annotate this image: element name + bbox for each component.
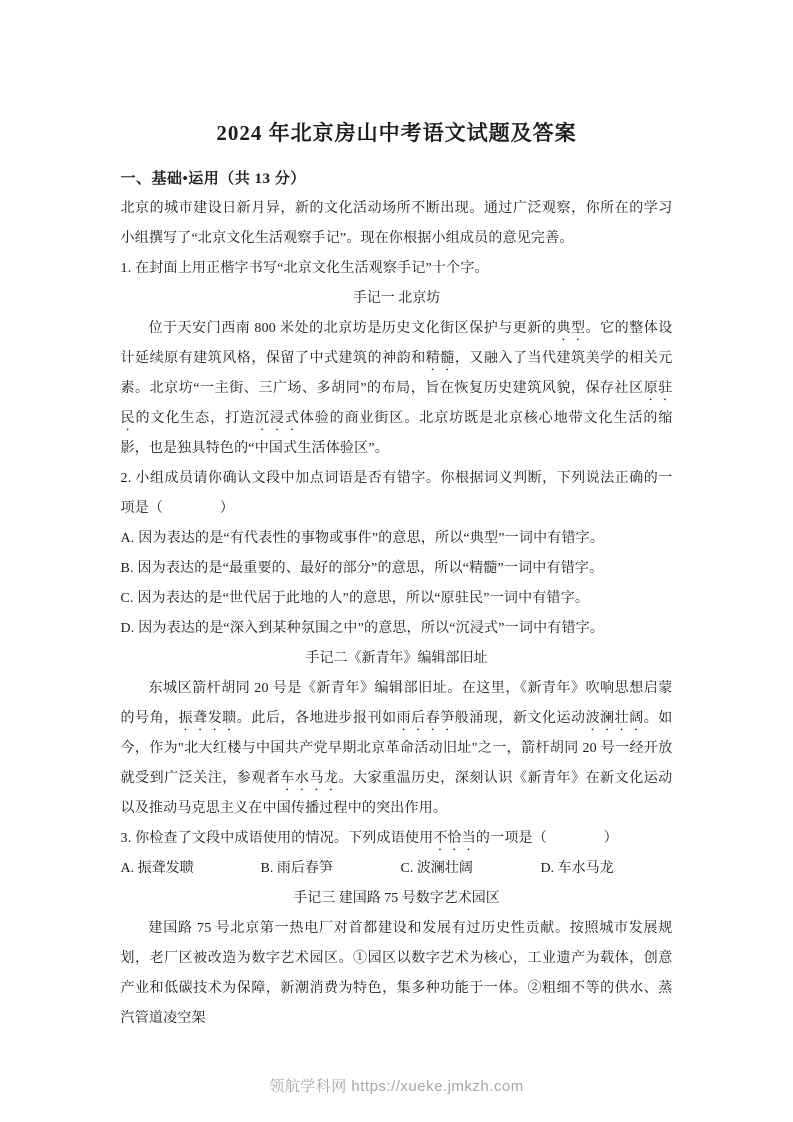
text-segment: 般涌现，新文化运动 [454,711,586,726]
text-segment: 。如今，作为"北大红楼与中国共产党早期北京革命活动旧址"之一，箭杆胡同 20 号一经开放就受到广泛关注，参观者 [120,711,673,786]
question-2-option-b: B. 因为表达的是“最重要的、最好的部分”的意思，所以“精髓”一词中有错字。 [120,561,604,576]
note2-paragraph [121,674,673,824]
question-3-option-c: C. 波澜壮阔 [400,861,473,876]
text-segment: 。它的整体设计延续原有建筑风格，保留了中式建筑的神韵和 [120,321,673,366]
note3-title: 手记三 建国路 75 号数字艺术园区 [293,891,500,906]
question-1: 1. 在封面上用正楷字书写“北京文化生活观察手记”十个字。 [120,261,489,276]
question-2-stem: 2. 小组成员请你确认文段中加点词语是否有错字。你根据词义判断，下列说法正确的一项是（ ） [120,471,673,516]
question-2-option-a: A. 因为表达的是“有代表性的事物或事件”的意思，所以“典型”一词中有错字。 [120,531,605,546]
emphasized-word: 车水马龙 [280,771,339,786]
text-segment: 体验的商业街区。北京坊既是北京核心地带文化生活的缩影，也是独具特色的“中国式生活体验区”。 [120,411,673,456]
emphasized-word: 雨后春笋 [396,711,455,726]
document-content [121,0,673,1034]
section-heading: 一、基础•运用（共 13 分） [120,171,306,187]
text-segment: 。此后，各地进步报刊如 [236,711,397,726]
text-segment: 位于天安门西南 800 米处的北京坊是历史文化街区保护与更新的 [148,321,557,336]
watermark-site-text: 领航学科网 https://xueke.jmkzh.com [269,1078,524,1095]
text-segment: 。大家重温历史，深刻认识《新青年》在新文化运动以及推动马克思主义在中国传播过程中的突出作用。 [120,771,673,816]
note3-paragraph: 建国路 75 号北京第一热电厂对首都建设和发展有过历史性贡献。按照城市发展规划，老厂区被改造为数字艺术园区。①园区以数字艺术为核心，工业遗产为载体，创意产业和低碳技术为保障，新潮消费为特色，集多种功能于一体。②粗细不等的供水、蒸汽管道凌空架 [120,921,673,1026]
question-3-stem [121,824,673,854]
question-2-option-c: C. 因为表达的是“世代居于此地的人”的意思，所以“原驻民”一词中有错字。 [120,591,590,606]
note1-title: 手记一 北京坊 [352,291,441,306]
emphasized-word: 精髓 [425,351,455,366]
text-segment: 的一项是（ ） [475,831,618,846]
question-3-options [121,854,673,884]
emphasized-word: 波澜壮阔 [585,711,644,726]
note2-title: 手记二《新青年》编辑部旧址 [305,651,488,666]
emphasized-word: 沉浸式 [254,411,300,426]
text-segment: 东城区箭杆胡同 20 号是《新青年》编辑部旧址。在这里，《新青年》吹响思想启蒙的号角， [120,681,673,726]
text-segment: ，又融入了当代建筑美学的相关元素。北京坊“一主街、三广场、多胡同”的布局，旨在恢复历史建筑风貌，保存社区 [120,351,673,396]
intro-paragraph: 北京的城市建设日新月异，新的文化活动场所不断出现。通过广泛观察，你所在的学习小组撰写了“北京文化生活观察手记”。现在你根据小组成员的意见完善。 [120,201,673,246]
emphasized-word: 振聋发聩 [178,711,237,726]
question-2-option-d: D. 因为表达的是“深入到某种氛围之中”的意思，所以“沉浸式”一词中有错字。 [120,621,605,636]
text-segment: 3. 你检查了文段中成语使用的情况。下列成语使用 [120,831,434,846]
question-3-option-b: B. 雨后春笋 [260,861,333,876]
question-3-option-a: A. 振聋发聩 [120,861,194,876]
emphasized-word: 典型 [556,321,586,336]
text-segment: 的文化生态，打造 [135,411,255,426]
question-3-option-d: D. 车水马龙 [540,861,614,876]
note1-paragraph [121,314,673,464]
page-title: 2024 年北京房山中考语文试题及答案 [216,121,577,145]
emphasized-word: 不恰当 [433,831,476,846]
emphasized-word: 原驻民 [120,381,673,426]
